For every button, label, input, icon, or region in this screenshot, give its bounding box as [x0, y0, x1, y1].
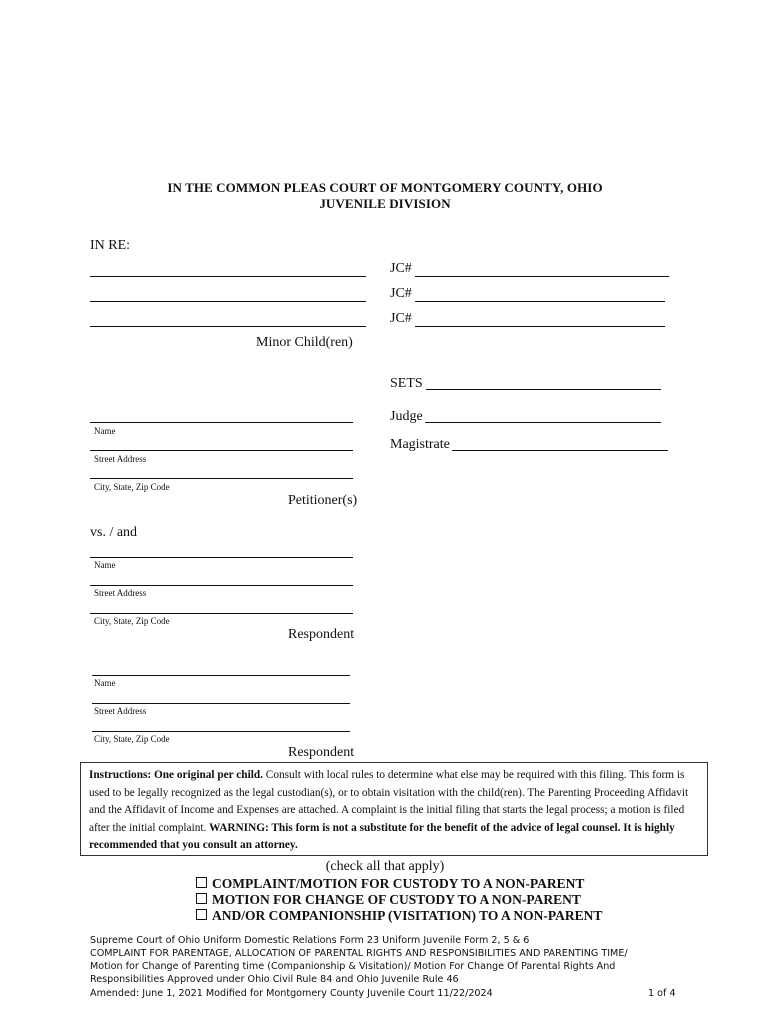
check-all-heading: (check all that apply) [325, 859, 445, 874]
judge-label: Judge [390, 409, 423, 424]
respondent1-city-line[interactable] [90, 613, 353, 614]
instructions-body: Consult with local rules to determine what else may be required with this filing. This form is used to be legally recognized as the legal custodian(s), or to obtain visitation with the child(ren). The Parenting Proceeding Affidavit and the Affidavit of Income and Expenses are attached. A complaint is the initial filing that starts the legal process; a motion is filed after the initial complaint. [89, 769, 689, 834]
respondent2-street-line[interactable] [92, 703, 350, 704]
judge-line[interactable] [425, 422, 661, 423]
respondent1-street-line[interactable] [90, 585, 353, 586]
respondent2-city-line[interactable] [92, 731, 350, 732]
jc-label-3: JC# [390, 311, 412, 326]
petitioner-street-line[interactable] [90, 450, 353, 451]
jc-number-line-2[interactable] [415, 301, 665, 302]
child-name-line-1[interactable] [90, 276, 366, 277]
petitioner-label: Petitioner(s) [288, 493, 358, 508]
petitioner-name-line[interactable] [90, 422, 353, 423]
footer-line-1: Supreme Court of Ohio Uniform Domestic Relations Form 23 Uniform Juvenile Form 2, 5 & 6 [90, 935, 530, 946]
respondent1-city-label: City, State, Zip Code [94, 616, 170, 626]
checkbox-label-companionship: AND/OR COMPANIONSHIP (VISITATION) TO A NON-PARENT [212, 908, 603, 923]
footer-line-3: Motion for Change of Parenting time (Companionship & Visitation)/ Motion For Change Of Parental Rights And [90, 961, 616, 972]
instructions-box [80, 762, 708, 856]
footer-line-5: Amended: June 1, 2021 Modified for Montgomery County Juvenile Court 11/22/2024 [90, 988, 493, 999]
child-name-line-2[interactable] [90, 301, 366, 302]
respondent2-label: Respondent [288, 745, 355, 760]
respondent2-name-label: Name [94, 678, 116, 688]
respondent1-name-line[interactable] [90, 557, 353, 558]
magistrate-line[interactable] [452, 450, 668, 451]
respondent2-city-label: City, State, Zip Code [94, 734, 170, 744]
jc-number-line-3[interactable] [415, 326, 665, 327]
footer-line-2: COMPLAINT FOR PARENTAGE, ALLOCATION OF PARENTAL RIGHTS AND RESPONSIBILITIES AND PARENTING TIME/ [90, 948, 628, 959]
respondent2-street-label: Street Address [94, 706, 147, 716]
minor-children-label: Minor Child(ren) [256, 335, 353, 350]
jc-number-line-1[interactable] [415, 276, 669, 277]
checkbox-label-change-custody: MOTION FOR CHANGE OF CUSTODY TO A NON-PARENT [212, 892, 581, 907]
respondent1-name-label: Name [94, 560, 116, 570]
child-name-line-3[interactable] [90, 326, 366, 327]
sets-label: SETS [390, 376, 423, 391]
court-title: IN THE COMMON PLEAS COURT OF MONTGOMERY COUNTY, OHIO [167, 180, 603, 195]
page-number: 1 of 4 [648, 988, 676, 999]
sets-line[interactable] [426, 389, 661, 390]
magistrate-label: Magistrate [390, 437, 450, 452]
division-title: JUVENILE DIVISION [319, 196, 451, 211]
petitioner-city-line[interactable] [90, 478, 353, 479]
checkbox-icon[interactable] [196, 893, 207, 904]
checkbox-item-custody[interactable] [196, 876, 584, 892]
petitioner-street-label: Street Address [94, 454, 147, 464]
checkbox-item-companionship[interactable] [196, 908, 602, 924]
checkbox-item-change-custody[interactable] [196, 892, 581, 908]
petitioner-city-label: City, State, Zip Code [94, 482, 170, 492]
jc-label-2: JC# [390, 286, 412, 301]
checkbox-icon[interactable] [196, 877, 207, 888]
footer-line-4: Responsibilities Approved under Ohio Civil Rule 84 and Ohio Juvenile Rule 46 [90, 974, 459, 985]
respondent1-label: Respondent [288, 627, 355, 642]
jc-label-1: JC# [390, 261, 412, 276]
vs-and-label: vs. / and [90, 525, 138, 540]
checkbox-label-custody: COMPLAINT/MOTION FOR CUSTODY TO A NON-PARENT [212, 876, 585, 891]
respondent1-street-label: Street Address [94, 588, 147, 598]
respondent2-name-line[interactable] [92, 675, 350, 676]
checkbox-icon[interactable] [196, 909, 207, 920]
in-re-label: IN RE: [90, 238, 131, 253]
instructions-warning: WARNING: This form is not a substitute for the benefit of the advice of legal counsel. It is highly recommended that you consult an attorney. [89, 821, 675, 851]
instructions-lead: Instructions: One original per child. [89, 769, 263, 781]
petitioner-name-label: Name [94, 426, 116, 436]
